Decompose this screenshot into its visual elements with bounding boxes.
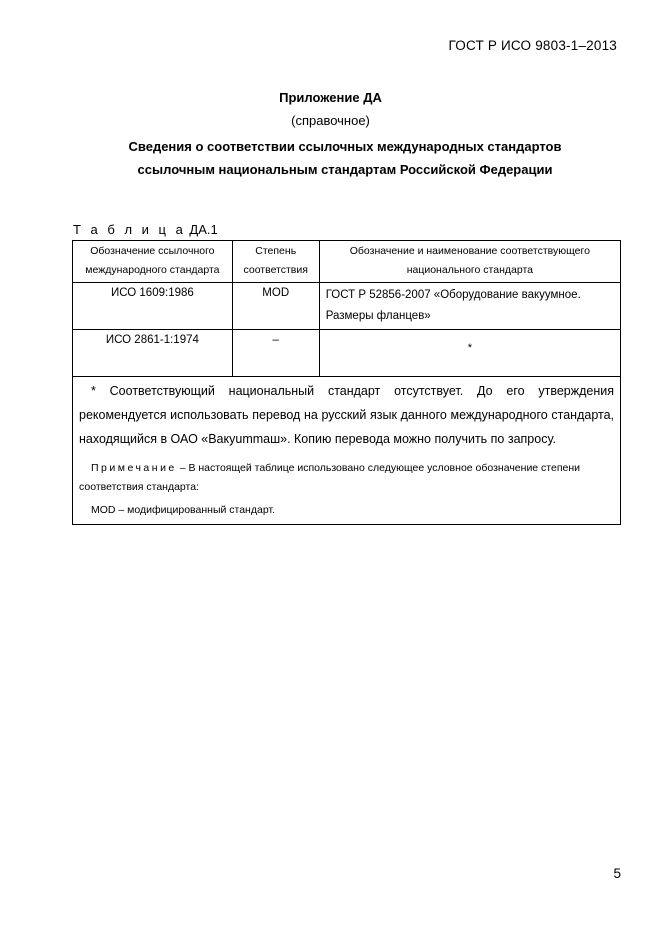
- mod-definition: MOD – модифицированный стандарт.: [91, 504, 275, 516]
- cell-international: ИСО 1609:1986: [73, 283, 233, 330]
- cell-national: *: [319, 330, 620, 377]
- header-national-standard: [319, 241, 620, 283]
- annex-title: Приложение ДА: [279, 90, 382, 105]
- cell-national-line1: ГОСТ Р 52856-2007 «Оборудование вакуумное.: [325, 289, 581, 301]
- note-label: Примечание: [91, 462, 177, 474]
- annex-heading: [60, 135, 630, 181]
- header-col2-line1: Степень: [255, 245, 297, 257]
- table-row: [73, 283, 621, 330]
- header-col1-line1: Обозначение ссылочного: [90, 245, 215, 257]
- footnote: [79, 379, 614, 451]
- footnote-rest: рекомендуется использовать перевод на русский язык данного международного стандарта, находящийся в ОАО «Вакуummаш». Копию перевода можно получить по запросу.: [79, 408, 614, 446]
- table-caption-label: Т а б л и ц а: [73, 222, 186, 237]
- table-caption-number: ДА.1: [185, 222, 218, 237]
- annex-heading-line2: ссылочным национальным стандартам Российской Федерации: [137, 162, 553, 177]
- table-header-row: [73, 241, 621, 283]
- table-notes-row: [73, 377, 621, 525]
- annex-heading-line1: Сведения о соответствии ссылочных международных стандартов: [128, 139, 562, 154]
- table-caption: [73, 222, 218, 237]
- header-degree: [232, 241, 319, 283]
- cell-degree: –: [232, 330, 319, 377]
- table-notes-cell: [73, 377, 621, 525]
- footnote-line1: * Соответствующий национальный стандарт отсутствует. До его утверждения: [91, 384, 614, 398]
- table-row: [73, 330, 621, 377]
- page-number: 5: [613, 866, 621, 881]
- table-note: [79, 459, 614, 497]
- header-col2-line2: соответствия: [243, 264, 308, 276]
- cell-degree: MOD: [232, 283, 319, 330]
- cell-national: [319, 283, 620, 330]
- reference-table: [72, 240, 621, 525]
- header-col3-line1: Обозначение и наименование соответствующего: [349, 245, 590, 257]
- document-code: ГОСТ Р ИСО 9803-1–2013: [448, 38, 617, 53]
- annex-type: (справочное): [291, 113, 370, 128]
- header-col3-line2: национального стандарта: [406, 264, 533, 276]
- cell-national-line2: Размеры фланцев»: [325, 310, 431, 322]
- note-text: – В настоящей таблице использовано следующее условное обозначение степени соответствия стандарта:: [79, 462, 581, 493]
- cell-international: ИСО 2861-1:1974: [73, 330, 233, 377]
- header-col1-line2: международного стандарта: [85, 264, 220, 276]
- header-international-standard: [73, 241, 233, 283]
